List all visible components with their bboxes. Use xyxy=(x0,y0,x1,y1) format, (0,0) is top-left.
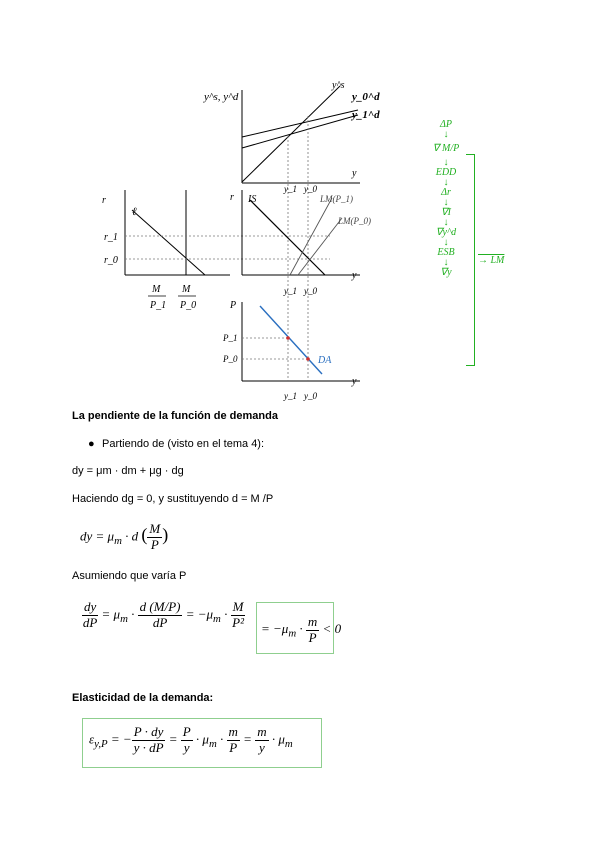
bullet-dot: ● xyxy=(88,438,95,450)
equation-dy: dy = μm · dm + μg · dg xyxy=(72,465,184,477)
causal-chain xyxy=(426,120,531,370)
tick-r0: r_0 xyxy=(104,255,118,266)
tick-m1-num: M xyxy=(152,284,161,295)
text-substitution: Haciendo dg = 0, y sustituyendo d = M /P xyxy=(72,493,274,505)
top-x-axis-label: y xyxy=(352,168,357,179)
heading-elasticity: Elasticidad de la demanda: xyxy=(72,692,214,704)
heading-slope: La pendiente de la función de demanda xyxy=(72,410,278,422)
tick-m0-den: P_0 xyxy=(180,300,197,311)
lm0-curve-label: LM(P_0) xyxy=(338,216,371,226)
chain-item: Δr xyxy=(441,187,451,198)
islm-y-axis-label: r xyxy=(230,192,234,203)
islm-tick-y1: y_1 xyxy=(284,286,297,296)
chain-item: EDD xyxy=(435,167,457,178)
ad-y-axis-label: P xyxy=(230,300,237,311)
demand-curve-1-label: y_1^d xyxy=(352,109,380,121)
text-assume-p: Asumiendo que varía P xyxy=(72,570,187,582)
chain-item: ΔP xyxy=(440,119,452,130)
ad-tick-y1: y_1 xyxy=(284,391,297,401)
islm-x-axis-label: y xyxy=(352,270,357,281)
top-tick-y0: y_0 xyxy=(304,184,317,194)
bullet-item xyxy=(88,438,264,450)
chain-item: ESB xyxy=(437,247,455,258)
equation-slope: $\frac{dy}{dP}$ = $\mu_m$ · $\frac{d (M/P)}{dP}$ = $-\mu_m$ · $\frac{M}{\text{P²}}$ xyxy=(82,599,244,630)
tick-p1: P_1 xyxy=(223,333,238,343)
bullet-text: Partiendo de (visto en el tema 4): xyxy=(102,438,265,450)
is-curve-label: IS xyxy=(248,194,257,205)
ad-tick-y0: y_0 xyxy=(304,391,317,401)
chain-result: → LM xyxy=(478,255,505,266)
tick-r1: r_1 xyxy=(104,232,118,243)
top-tick-y1: y_1 xyxy=(284,184,297,194)
lm1-curve-label: LM(P_1) xyxy=(320,194,353,204)
ad-curve-label: DA xyxy=(318,355,332,366)
top-y-axis-label: y^s, y^d xyxy=(204,91,239,103)
islm-tick-y0: y_0 xyxy=(304,286,317,296)
chain-item: ∇y xyxy=(440,267,452,278)
tick-p0: P_0 xyxy=(223,354,238,364)
islm-panel xyxy=(230,190,371,296)
equation-slope-result-box: = $-\mu_m$ · $\frac{m}{P}$ < 0 xyxy=(256,602,334,654)
money-y-axis-label: r xyxy=(102,195,106,206)
ad-x-axis-label: y xyxy=(352,376,357,387)
tick-m1-den: P_1 xyxy=(150,300,167,311)
equation-dy-dm: dy = $\mu_m \cdot d$ ( $\frac{M}{P}$ ) xyxy=(80,521,169,552)
tick-m0-num: M xyxy=(182,284,191,295)
supply-curve-label: y^s xyxy=(332,80,345,91)
chain-bracket xyxy=(466,154,475,366)
demand-curve-0-label: y_0^d xyxy=(352,91,380,103)
liquidity-curve-label: ℓ xyxy=(132,206,137,218)
aggregate-demand-panel xyxy=(222,300,360,401)
chain-item: ∇ M/P xyxy=(432,143,460,154)
chain-item: ∇y^d xyxy=(435,227,457,238)
equation-elasticity-box: $\varepsilon_{y,P}$ = − $\frac{P \cdot dy}{y \cdot dP}$ = $\frac{P}{y}$ · $\mu_m$ · $\frac{m}{P}$ = $\frac{m}{y}$ · $\mu_m$ xyxy=(82,718,322,768)
chain-item: ∇I xyxy=(440,207,452,218)
economic-diagram xyxy=(90,78,390,408)
chain-items: ΔP ↓ ∇ M/P ↓ EDD ↓ Δr ↓ ∇I ↓ ∇y^d ↓ ESB ↓ ∇y xyxy=(426,120,466,278)
